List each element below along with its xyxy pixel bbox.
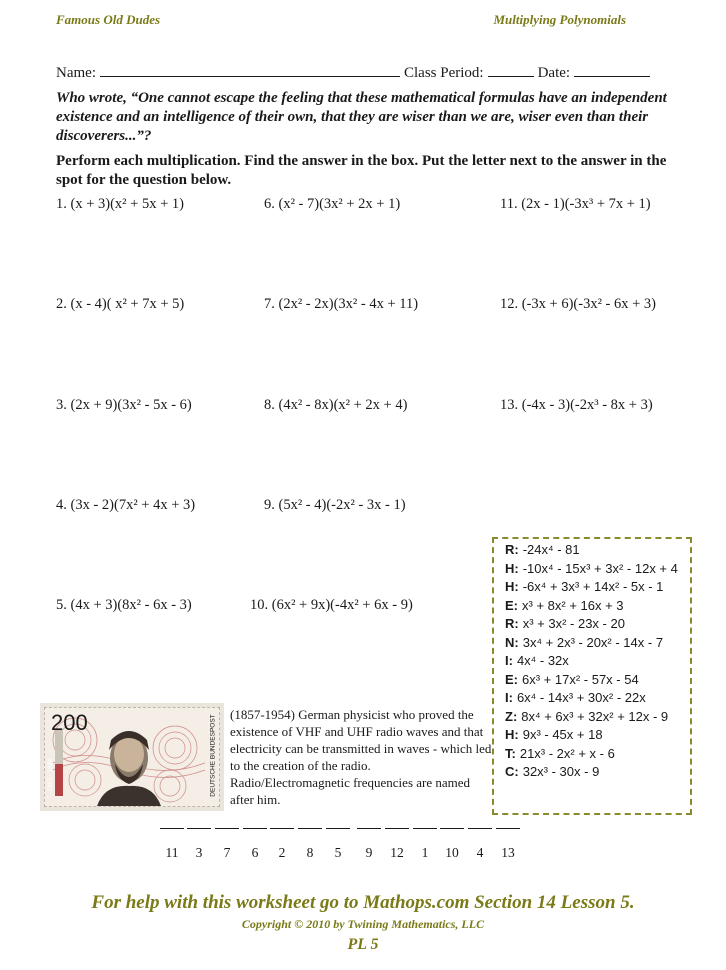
class-period-field[interactable] <box>488 62 534 77</box>
problem-6: 6. (x² - 7)(3x² + 2x + 1) <box>264 196 401 212</box>
problem-9: 9. (5x² - 4)(-2x² - 3x - 1) <box>264 497 406 513</box>
answer-item <box>505 635 663 650</box>
blank-question-number: 9 <box>365 845 373 860</box>
answer-blank[interactable] <box>298 828 322 829</box>
problem-3: 3. (2x + 9)(3x² - 5x - 6) <box>56 397 192 413</box>
answer-expression: 4x⁴ - 32x <box>516 653 569 668</box>
stamp-years: 1857 - 1894 <box>48 758 54 791</box>
answer-blank[interactable] <box>187 828 211 829</box>
date-label: Date: <box>537 65 571 81</box>
stamp-country: DEUTSCHE BUNDESPOST <box>209 714 217 797</box>
instructions-text: Perform each multiplication. Find the answer in the box. Put the letter next to the answer in the spot for the question below. <box>56 153 667 188</box>
blank-question-number: 2 <box>278 845 286 860</box>
problem-12: 12. (-3x + 6)(-3x² - 6x + 3) <box>500 296 657 312</box>
answer-blank[interactable] <box>496 828 520 829</box>
answer-letter: H: <box>505 579 519 594</box>
problem-5: 5. (4x + 3)(8x² - 6x - 3) <box>56 597 192 613</box>
answer-item <box>505 616 625 631</box>
blank-question-number: 4 <box>476 845 484 860</box>
problem-13: 13. (-4x - 3)(-2x³ - 8x + 3) <box>500 397 653 413</box>
answer-item <box>505 709 668 724</box>
answer-item <box>505 598 624 613</box>
answer-item <box>505 542 580 557</box>
name-field[interactable] <box>100 62 400 77</box>
answer-blank[interactable] <box>357 828 381 829</box>
answer-expression: x³ + 8x² + 16x + 3 <box>522 597 624 613</box>
answer-blank[interactable] <box>270 828 294 829</box>
answer-letter: E: <box>505 671 518 687</box>
answer-item <box>505 690 646 705</box>
answer-expression: 3x⁴ + 2x³ - 20x² - 14x - 7 <box>522 634 664 650</box>
answer-expression: 9x³ - 45x + 18 <box>522 727 603 742</box>
bio-line: after him. <box>230 792 281 807</box>
answer-letter: Z: <box>505 708 518 724</box>
blank-question-number: 10 <box>445 845 459 860</box>
answer-expression: 21x³ - 2x² + x - 6 <box>519 745 615 761</box>
bio-line: to the creation of the radio. <box>230 758 371 773</box>
answer-letter: H: <box>505 727 519 742</box>
answer-blank[interactable] <box>215 828 239 829</box>
answer-expression: 6x³ + 17x² - 57x - 54 <box>522 671 639 687</box>
answer-expression: -24x⁴ - 81 <box>522 542 580 557</box>
problem-7: 7. (2x² - 2x)(3x² - 4x + 11) <box>264 296 419 312</box>
answer-expression: -6x⁴ + 3x³ + 14x² - 5x - 1 <box>522 579 664 594</box>
problem-8: 8. (4x² - 8x)(x² + 2x + 4) <box>264 397 408 413</box>
blank-question-number: 12 <box>390 845 404 860</box>
answer-blank[interactable] <box>440 828 464 829</box>
name-label: Name: <box>56 65 96 81</box>
blank-question-number: 3 <box>195 845 203 860</box>
bio-line: electricity can be transmitted in waves - which led <box>230 741 492 756</box>
problem-11: 11. (2x - 1)(-3x³ + 7x + 1) <box>500 196 651 212</box>
blank-question-number: 11 <box>165 845 179 860</box>
answer-item <box>505 764 599 779</box>
answer-item <box>505 561 678 576</box>
answer-expression: 8x⁴ + 6x³ + 32x² + 12x - 9 <box>521 708 669 724</box>
answer-blank[interactable] <box>413 828 437 829</box>
bio-text <box>230 706 492 808</box>
answer-letter: I: <box>505 653 513 668</box>
answer-letter: T: <box>505 745 516 761</box>
stamp-value: 200 <box>51 710 88 735</box>
blank-question-number: 6 <box>251 845 259 860</box>
answer-letter: N: <box>505 634 519 650</box>
help-text: For help with this worksheet go to Mathops.com Section 14 Lesson 5. <box>91 892 635 913</box>
stamp-image <box>40 703 224 811</box>
blank-question-number: 7 <box>223 845 231 860</box>
problem-1: 1. (x + 3)(x² + 5x + 1) <box>56 196 184 212</box>
answer-expression: 6x⁴ - 14x³ + 30x² - 22x <box>516 690 646 705</box>
answer-blank[interactable] <box>385 828 409 829</box>
answer-blank[interactable] <box>326 828 350 829</box>
class-period-label: Class Period: <box>403 65 484 81</box>
answer-letter: I: <box>505 690 513 705</box>
copyright-text: Copyright © 2010 by Twining Mathematics, LLC <box>241 917 485 931</box>
blank-question-number: 1 <box>421 845 429 860</box>
date-field[interactable] <box>574 62 650 77</box>
blank-question-number: 13 <box>501 845 515 860</box>
answer-item <box>505 672 639 687</box>
blank-question-number: 8 <box>306 845 314 860</box>
problem-10: 10. (6x² + 9x)(-4x² + 6x - 9) <box>250 597 413 613</box>
answer-expression: 32x³ - 30x - 9 <box>522 764 600 779</box>
answer-blank[interactable] <box>160 828 184 829</box>
question-text: Who wrote, “One cannot escape the feeling that these mathematical formulas have an independent existence and an intelligence of their own, that they are wiser than we are, wiser even than their discoverers...”? <box>56 90 667 144</box>
answer-blank[interactable] <box>468 828 492 829</box>
answer-letter: C: <box>505 764 519 779</box>
answer-letter: R: <box>505 616 519 631</box>
blank-question-number: 5 <box>334 845 342 860</box>
problem-4: 4. (3x - 2)(7x² + 4x + 3) <box>56 497 196 513</box>
answer-letter: R: <box>505 542 519 557</box>
answer-expression: x³ + 3x² - 23x - 20 <box>522 616 625 631</box>
answer-item <box>505 727 603 742</box>
answer-item <box>505 746 615 761</box>
header-left: Famous Old Dudes <box>56 12 161 27</box>
bio-line: existence of VHF and UHF radio waves and that <box>230 724 484 739</box>
page-number: PL 5 <box>347 936 379 953</box>
problem-2: 2. (x - 4)( x² + 7x + 5) <box>56 296 185 312</box>
answer-letter: H: <box>505 560 519 576</box>
bio-line: Radio/Electromagnetic frequencies are named <box>230 775 471 790</box>
answer-item <box>505 579 663 594</box>
name-row <box>56 62 668 82</box>
answer-blank[interactable] <box>243 828 267 829</box>
answer-letter: E: <box>505 597 518 613</box>
answer-expression: -10x⁴ - 15x³ + 3x² - 12x + 4 <box>522 560 678 576</box>
header-right: Multiplying Polynomials <box>493 12 626 27</box>
answer-item <box>505 653 569 668</box>
bio-line: (1857-1954) German physicist who proved the <box>230 707 474 722</box>
